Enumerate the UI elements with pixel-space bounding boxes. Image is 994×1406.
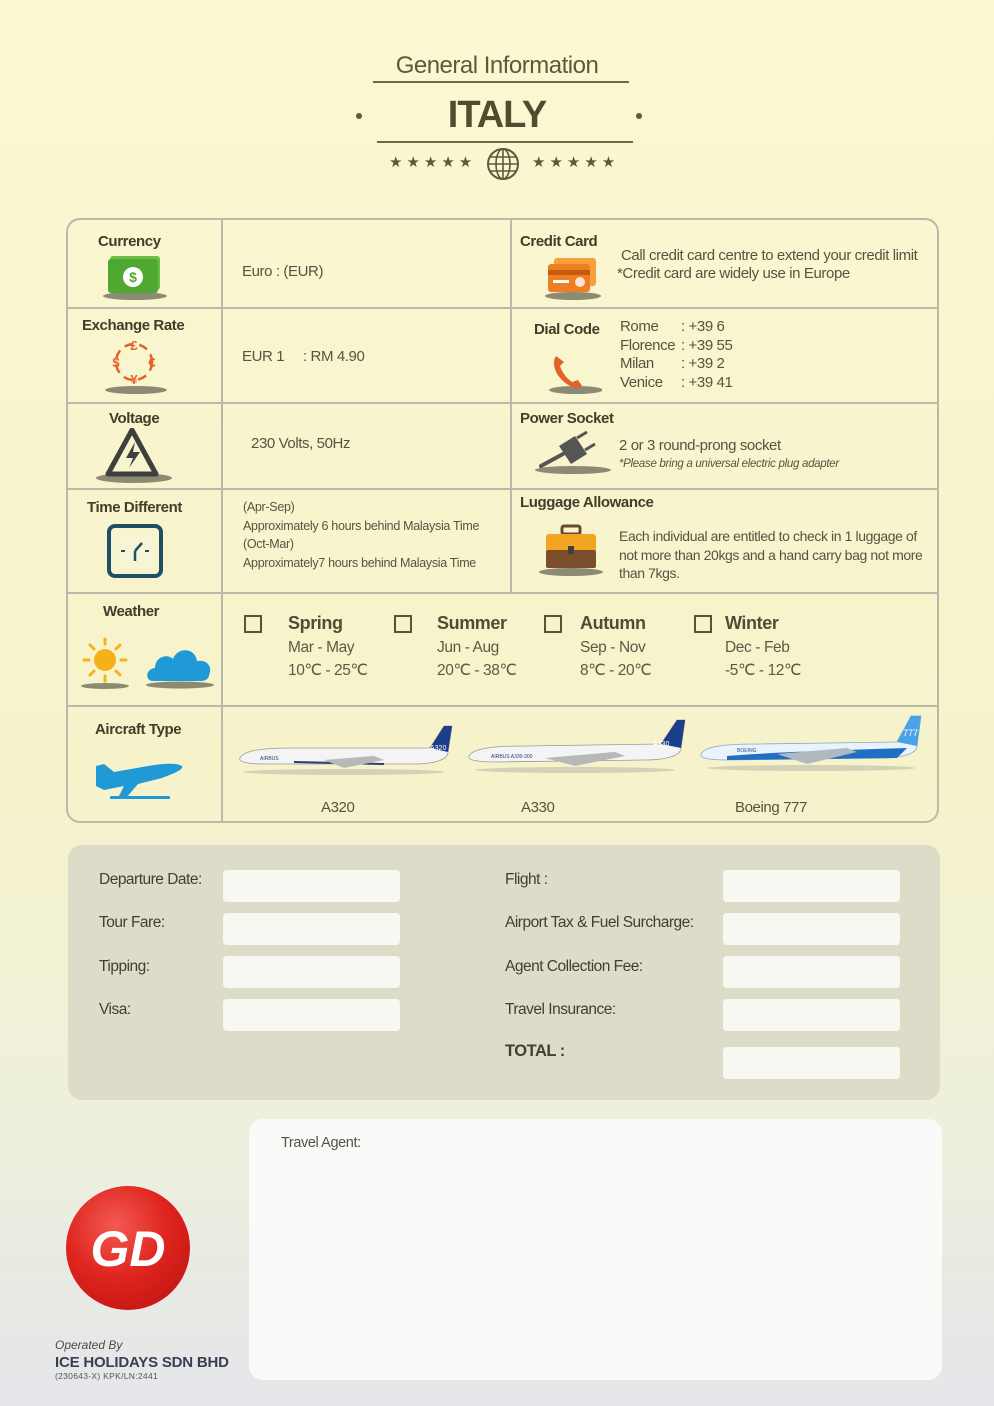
credit-card-icon: [544, 256, 602, 300]
season-checkbox-spring[interactable]: [244, 615, 262, 633]
stars-left: ★★★★★: [389, 154, 477, 171]
warning-voltage-icon: [94, 428, 174, 484]
dial-number: : +39 6: [681, 318, 725, 335]
svg-text:¥: ¥: [130, 372, 138, 387]
phone-icon: [546, 352, 602, 394]
page-title: ITALY: [447, 94, 547, 136]
aircraft-tail-label: A330: [653, 741, 670, 748]
tour-fare-label: Tour Fare:: [99, 914, 165, 931]
operated-by: Operated By: [55, 1338, 123, 1352]
season-name-spring: Spring: [288, 613, 343, 633]
svg-text:$: $: [112, 355, 120, 370]
agent-collection-fee-label: Agent Collection Fee:: [505, 958, 643, 975]
airport-tax-field[interactable]: [723, 913, 900, 945]
exchange-rate-value: : RM 4.90: [303, 348, 365, 365]
dial-city: Rome: [620, 318, 659, 335]
season-name-winter: Winter: [725, 613, 779, 633]
company-name: ICE HOLIDAYS SDN BHD: [55, 1354, 229, 1371]
dial-number: : +39 55: [681, 336, 733, 354]
season-months-autumn: Sep - Nov: [580, 639, 646, 656]
flight-label: Flight :: [505, 871, 548, 888]
season-name-summer: Summer: [437, 613, 507, 633]
time-different-label: Time Different: [87, 499, 182, 516]
power-socket-note: *Please bring a universal electric plug adapter: [619, 458, 839, 470]
suitcase-icon: [538, 524, 604, 576]
clock-icon: [106, 523, 164, 579]
dial-city: Florence: [620, 336, 676, 354]
season-months-summer: Jun - Aug: [437, 639, 499, 656]
dial-city: Venice: [620, 373, 663, 391]
header-divider-top: [373, 81, 629, 83]
globe-icon: [486, 147, 520, 181]
currency-label: Currency: [98, 233, 161, 250]
row-divider: [66, 402, 939, 404]
total-label: TOTAL :: [505, 1042, 565, 1060]
travel-insurance-field[interactable]: [723, 999, 900, 1031]
visa-label: Visa:: [99, 1001, 131, 1018]
aircraft-type-boeing-777: Boeing 777: [735, 799, 807, 816]
aircraft-tail-label: A320: [430, 745, 447, 752]
time-line: (Apr-Sep): [243, 500, 295, 514]
credit-card-line-1: Call credit card centre to extend your credit limit: [621, 247, 918, 264]
luggage-text: [619, 527, 922, 583]
power-socket-value: 2 or 3 round-prong socket: [619, 437, 781, 454]
credit-card-label: Credit Card: [520, 233, 598, 250]
season-temp-spring: 10℃ - 25℃: [288, 662, 368, 679]
dial-code-label: Dial Code: [534, 321, 600, 338]
voltage-value: 230 Volts, 50Hz: [251, 435, 351, 452]
row-divider: [66, 592, 939, 594]
aircraft-fuselage-text: AIRBUS: [260, 756, 279, 762]
season-temp-autumn: 8℃ - 20℃: [580, 662, 652, 679]
season-checkbox-summer[interactable]: [394, 615, 412, 633]
time-different-text: [243, 498, 479, 572]
exchange-pair: EUR 1: [242, 348, 285, 365]
row-divider: [66, 705, 939, 707]
logo-text: GD: [90, 1221, 166, 1277]
visa-field[interactable]: [223, 999, 400, 1031]
row-divider: [66, 307, 939, 309]
svg-text:€: €: [148, 355, 156, 370]
season-months-spring: Mar - May: [288, 639, 355, 656]
aircraft-type-a330: A330: [521, 799, 555, 816]
luggage-line: than 7kgs.: [619, 565, 680, 581]
season-name-autumn: Autumn: [580, 613, 646, 633]
total-field[interactable]: [723, 1047, 900, 1079]
cloud-icon: [145, 641, 215, 689]
season-temp-winter: -5℃ - 12℃: [725, 662, 802, 679]
aircraft-type-a320: A320: [321, 799, 355, 816]
money-icon: [102, 254, 168, 300]
exchange-rate-label: Exchange Rate: [82, 317, 185, 334]
svg-text:£: £: [130, 338, 138, 353]
power-socket-label: Power Socket: [520, 410, 614, 427]
travel-agent-label: Travel Agent:: [281, 1135, 361, 1151]
luggage-label: Luggage Allowance: [520, 494, 654, 511]
airport-tax-label: Airport Tax & Fuel Surcharge:: [505, 914, 694, 931]
time-line: Approximately 6 hours behind Malaysia Time: [243, 518, 480, 533]
voltage-label: Voltage: [109, 410, 160, 427]
header-divider-bottom: [377, 141, 633, 143]
aircraft-fuselage-text: AIRBUS A330-300: [491, 754, 533, 760]
travel-agent-panel[interactable]: [249, 1119, 942, 1380]
sun-icon: [78, 636, 132, 690]
travel-insurance-label: Travel Insurance:: [505, 1001, 616, 1018]
company-registration: (230643-X) KPK/LN:2441: [55, 1371, 158, 1381]
aircraft-type-label: Aircraft Type: [95, 721, 182, 738]
dial-number: : +39 41: [681, 373, 733, 391]
departure-date-field[interactable]: [223, 870, 400, 902]
company-logo: [66, 1186, 190, 1310]
season-checkbox-winter[interactable]: [694, 615, 712, 633]
stars-right: ★★★★★: [532, 154, 620, 171]
dial-number: : +39 2: [681, 355, 725, 372]
aircraft-boeing-777-image: [697, 712, 925, 774]
currency-value: Euro : (EUR): [242, 263, 324, 280]
luggage-line: Each individual are entitled to check in 1 luggage of: [619, 528, 917, 544]
time-line: Approximately7 hours behind Malaysia Time: [243, 555, 476, 570]
agent-collection-fee-field[interactable]: [723, 956, 900, 988]
header-subtitle: General Information: [395, 52, 599, 79]
currency-exchange-icon: [104, 338, 168, 394]
season-checkbox-autumn[interactable]: [544, 615, 562, 633]
header-dot-right: [636, 113, 642, 119]
credit-card-line-2: *Credit card are widely use in Europe: [617, 265, 850, 282]
dial-code-cities: [620, 318, 675, 392]
dial-code-numbers: [681, 318, 732, 392]
svg-text:$: $: [129, 269, 137, 285]
aircraft-fuselage-text: BOEING: [737, 748, 757, 754]
departure-date-label: Departure Date:: [99, 871, 202, 888]
season-temp-summer: 20℃ - 38℃: [437, 662, 517, 679]
weather-label: Weather: [103, 603, 160, 620]
season-months-winter: Dec - Feb: [725, 639, 790, 656]
column-divider: [221, 219, 223, 822]
aircraft-a320-image: [234, 722, 454, 778]
plug-icon: [533, 430, 613, 474]
gd-logo-icon: [66, 1186, 190, 1310]
tipping-label: Tipping:: [99, 958, 150, 975]
flight-field[interactable]: [723, 870, 900, 902]
tour-fare-field[interactable]: [223, 913, 400, 945]
plane-takeoff-icon: [92, 752, 188, 802]
time-line: (Oct-Mar): [243, 537, 294, 551]
aircraft-tail-label: 777: [903, 728, 919, 738]
dial-city: Milan: [620, 355, 654, 372]
tipping-field[interactable]: [223, 956, 400, 988]
row-divider: [66, 488, 939, 490]
column-divider: [510, 219, 512, 593]
aircraft-a330-image: [465, 716, 687, 776]
luggage-line: not more than 20kgs and a hand carry bag not more: [619, 546, 923, 563]
